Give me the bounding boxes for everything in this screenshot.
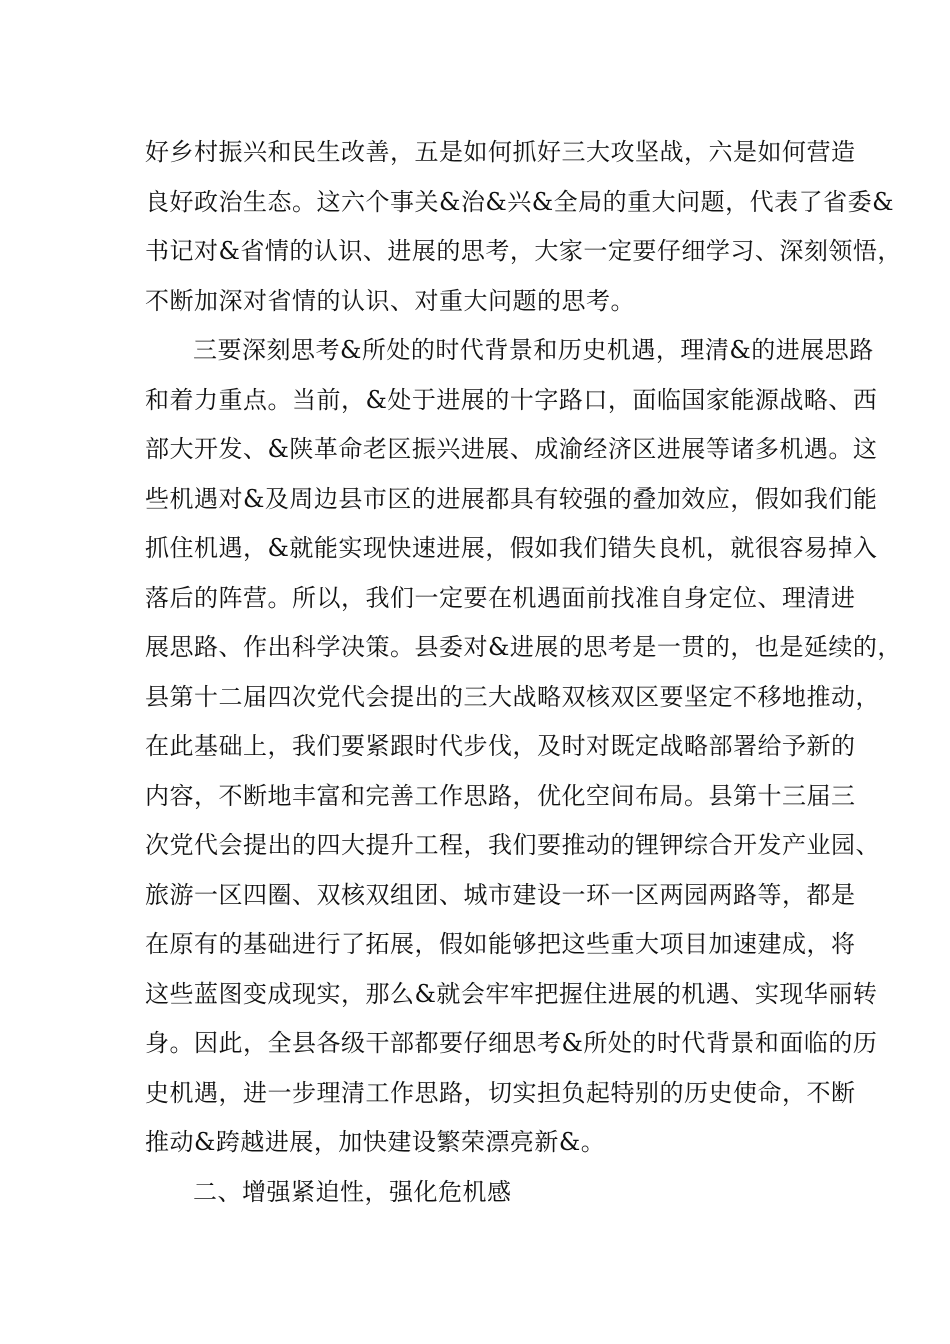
- paragraph-2-line: 县第十二届四次党代会提出的三大战略双核双区要坚定不移地推动，: [145, 682, 880, 711]
- paragraph-2-line: 史机遇，进一步理清工作思路，切实担负起特别的历史使命，不断: [145, 1078, 856, 1107]
- paragraph-2-line: 身。因此，全县各级干部都要仔细思考&所处的时代背景和面临的历: [145, 1029, 878, 1057]
- paragraph-2-line: 落后的阵营。所以，我们一定要在机遇面前找准自身定位、理清进: [145, 583, 856, 612]
- paragraph-2-line: 次党代会提出的四大提升工程，我们要推动的锂钾综合开发产业园、: [145, 831, 880, 859]
- paragraph-2-line: 部大开发、&陕革命老区振兴进展、成渝经济区进展等诸多机遇。这: [145, 435, 878, 463]
- paragraph-2-line: 在原有的基础进行了拓展，假如能够把这些重大项目加速建成，将: [145, 930, 856, 958]
- paragraph-2-line: 在此基础上，我们要紧跟时代步伐，及时对既定战略部署给予新的: [145, 732, 856, 760]
- section-heading-text: 二、增强紧迫性，强化危机感: [193, 1177, 512, 1206]
- paragraph-2-line: 展思路、作出科学决策。县委对&进展的思考是一贯的，也是延续的，: [145, 633, 902, 661]
- document-body: [145, 128, 902, 1217]
- paragraph-1-line: 良好政治生态。这六个事关&治&兴&全局的重大问题，代表了省委&: [145, 187, 894, 216]
- paragraph-2-line: 推动&跨越进展，加快建设繁荣漂亮新&。: [145, 1128, 606, 1156]
- paragraph-2-line: 和着力重点。当前，&处于进展的十字路口，面临国家能源战略、西: [145, 385, 878, 414]
- paragraph-2-line: 内容，不断地丰富和完善工作思路，优化空间布局。县第十三届三: [145, 781, 856, 810]
- section-heading: [145, 1168, 825, 1218]
- paragraph-1-line: 好乡村振兴和民生改善，五是如何抓好三大攻坚战，六是如何营造: [145, 138, 856, 166]
- paragraph-2: [145, 326, 902, 1168]
- paragraph-1-line: 不断加深对省情的认识、对重大问题的思考。: [145, 286, 635, 315]
- paragraph-1: [145, 128, 902, 326]
- paragraph-2-line: 三要深刻思考&所处的时代背景和历史机遇，理清&的进展思路: [193, 336, 874, 364]
- paragraph-1-line: 书记对&省情的认识、进展的思考，大家一定要仔细学习、深刻领悟，: [145, 237, 902, 265]
- paragraph-2-line: 这些蓝图变成现实，那么&就会牢牢把握住进展的机遇、实现华丽转: [145, 979, 878, 1008]
- paragraph-2-line: 些机遇对&及周边县市区的进展都具有较强的叠加效应，假如我们能: [145, 484, 878, 513]
- paragraph-2-line: 抓住机遇，&就能实现快速进展，假如我们错失良机，就很容易掉入: [145, 534, 878, 562]
- paragraph-2-line: 旅游一区四圈、双核双组团、城市建设一环一区两园两路等，都是: [145, 880, 856, 909]
